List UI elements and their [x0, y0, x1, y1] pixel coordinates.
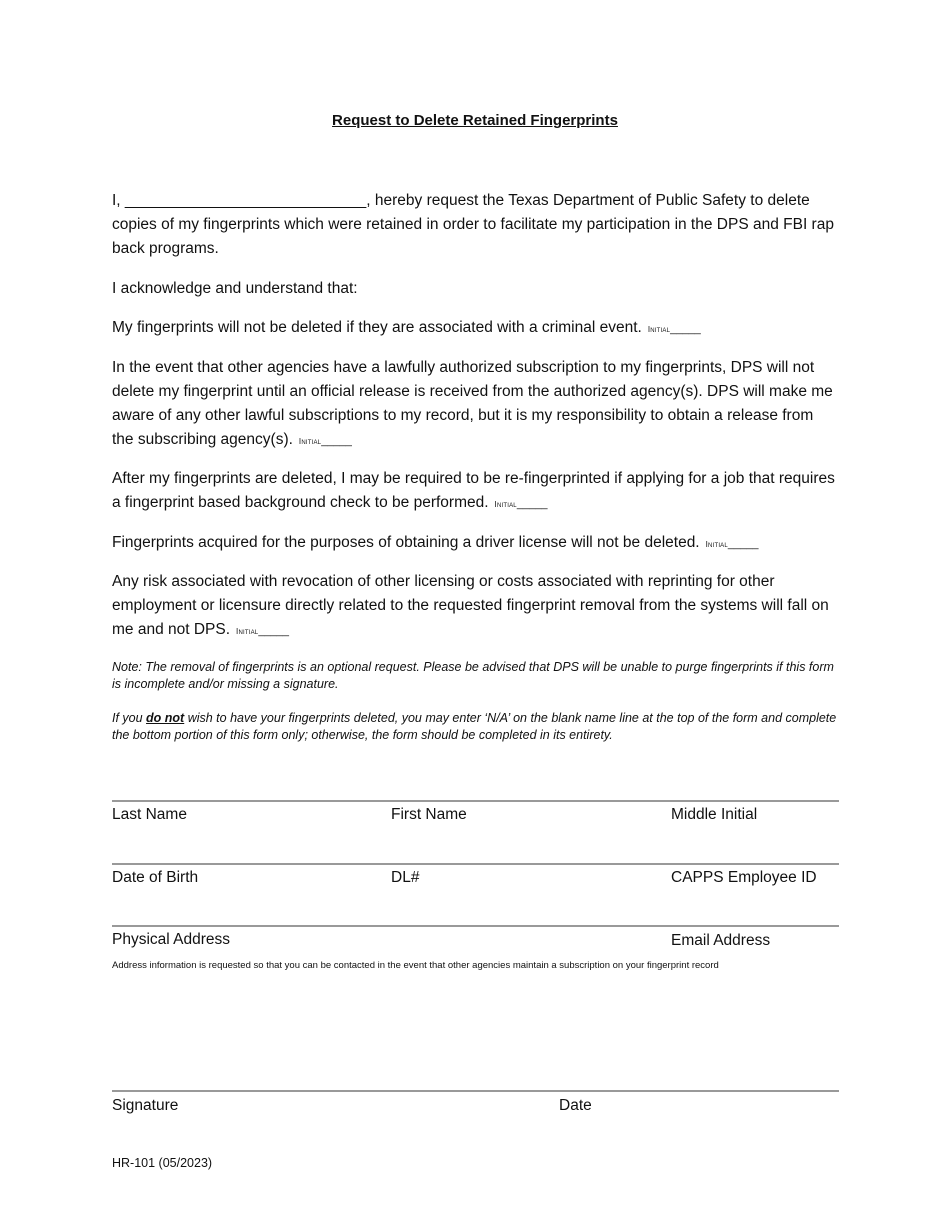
- dl-number-label: DL#: [391, 869, 420, 886]
- intro-prefix: I,: [112, 192, 125, 209]
- acknowledge-text: I acknowledge and understand that:: [112, 280, 358, 297]
- ack-item-text: Any risk associated with revocation of other licensing or costs associated with reprinting for other employment or licensure directly related to the requested fingerprint removal from the systems will fall on me and not DPS.: [112, 573, 829, 638]
- date-label: Date: [559, 1097, 592, 1114]
- note-after: wish to have your fingerprints deleted, you may enter ‘N/A’ on the blank name line at the top of the form and complete the bottom portion of this form only; otherwise, the form should be completed in its entirety.: [112, 711, 837, 742]
- ack-item-2: [112, 356, 837, 454]
- initial-label: Initial: [236, 627, 259, 636]
- address-note: Address information is requested so that you can be contacted in the event that other agencies maintain a subscription on your fingerprint record: [112, 960, 719, 971]
- field-divider: [112, 863, 839, 865]
- first-name-label: First Name: [391, 806, 467, 823]
- initial-field[interactable]: _____: [727, 538, 759, 550]
- initial-field[interactable]: _____: [321, 435, 352, 447]
- note-optional-request: Note: The removal of fingerprints is an optional request. Please be advised that DPS will be unable to purge fingerprints if this form is incomplete and/or missing a signature.: [112, 660, 834, 691]
- form-number: HR-101 (05/2023): [112, 1156, 213, 1170]
- ack-item-4: [112, 531, 837, 557]
- ack-item-text: After my fingerprints are deleted, I may be required to be re-fingerprinted if applying for a job that requires a fingerprint based background check to be performed.: [112, 470, 835, 511]
- ack-item-text: My fingerprints will not be deleted if they are associated with a criminal event.: [112, 319, 642, 336]
- middle-initial-label: Middle Initial: [671, 806, 758, 823]
- ack-item-3: [112, 467, 837, 517]
- initial-field[interactable]: _____: [670, 323, 701, 335]
- field-divider: [112, 800, 839, 802]
- note-do-not-delete: [112, 710, 837, 744]
- field-divider: [112, 925, 839, 927]
- form-title: Request to Delete Retained Fingerprints: [332, 112, 618, 129]
- initial-field[interactable]: _____: [516, 498, 548, 510]
- capps-employee-id-label: CAPPS Employee ID: [671, 869, 817, 886]
- physical-address-label: Physical Address: [112, 931, 231, 948]
- name-blank[interactable]: ____________________________: [124, 192, 367, 209]
- ack-item-1: [112, 316, 837, 342]
- signature-label: Signature: [112, 1097, 179, 1114]
- ack-item-text: Fingerprints acquired for the purposes of obtaining a driver license will not be deleted.: [112, 534, 700, 551]
- signature-divider: [112, 1090, 839, 1092]
- last-name-label: Last Name: [112, 806, 187, 823]
- initial-label: Initial: [705, 540, 728, 549]
- ack-item-text: In the event that other agencies have a lawfully authorized subscription to my fingerprints, DPS will not delete my fingerprint until an official release is received from the authorized agency(s). DPS will make me aware of any other lawful subscriptions to my record, but it is my responsibility to obtain a release from the subscribing agency(s).: [112, 359, 833, 448]
- email-address-label: Email Address: [671, 932, 771, 949]
- initial-label: Initial: [494, 500, 517, 509]
- initial-field[interactable]: _____: [258, 625, 289, 637]
- note-before: If you: [112, 711, 147, 725]
- intro-text: , hereby request the Texas Department of Public Safety to delete copies of my fingerprints which were retained in order to facilitate my participation in the DPS and FBI rap back programs.: [112, 192, 834, 257]
- initial-label: Initial: [647, 325, 671, 334]
- intro-paragraph: [112, 189, 837, 261]
- note-emphasis: do not: [146, 711, 185, 725]
- ack-item-5: [112, 570, 837, 644]
- date-of-birth-label: Date of Birth: [112, 869, 199, 886]
- initial-label: Initial: [298, 437, 322, 446]
